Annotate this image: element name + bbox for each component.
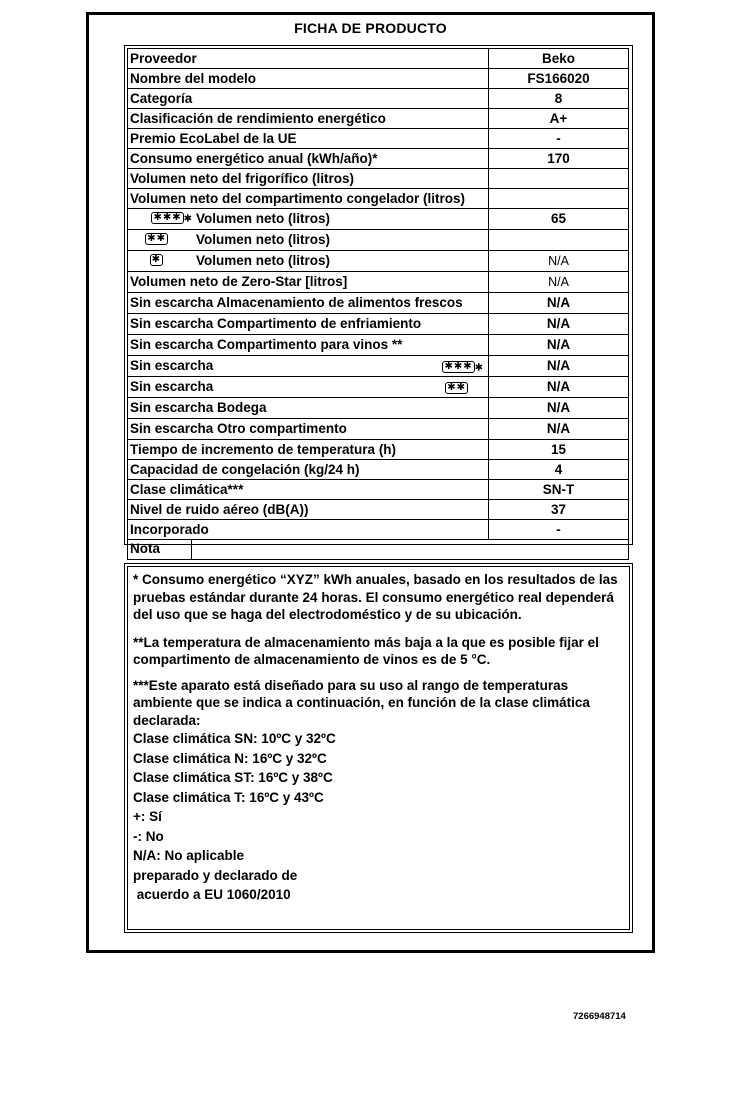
table-row	[128, 209, 629, 230]
row-value: 15	[489, 440, 629, 460]
table-row	[128, 440, 629, 460]
row-value: 37	[489, 500, 629, 520]
row-value	[489, 230, 629, 251]
climate-class-sn: Clase climática SN: 10ºC y 32ºC	[133, 731, 336, 746]
row-label: Volumen neto (litros)	[196, 232, 330, 247]
row-label: Volumen neto (litros)	[196, 253, 330, 268]
row-value: N/A	[489, 398, 629, 419]
row-value: 8	[489, 89, 629, 109]
table-row	[128, 314, 629, 335]
table-row	[128, 109, 629, 129]
row-value: 4	[489, 460, 629, 480]
row-label: Tiempo de incremento de temperatura (h)	[128, 440, 489, 460]
row-label: Volumen neto del frigorífico (litros)	[128, 169, 489, 189]
climate-note: ***Este aparato está diseñado para su uso al rango de temperaturas ambiente que se indica a continuación, en función de la clase climática declarada:	[133, 677, 590, 728]
row-value: N/A	[489, 335, 629, 356]
table-row	[128, 89, 629, 109]
row-label: Sin escarcha Otro compartimento	[128, 419, 489, 440]
table-row	[128, 169, 629, 189]
table-row	[128, 129, 629, 149]
table-row	[128, 398, 629, 419]
spec-table	[127, 48, 629, 560]
row-value: SN-T	[489, 480, 629, 500]
row-label: Clasificación de rendimiento energético	[128, 109, 489, 129]
note-value	[191, 540, 192, 559]
row-value	[489, 169, 629, 189]
row-label: Volumen neto del compartimento congelador (litros)	[128, 189, 489, 209]
row-value: -	[489, 129, 629, 149]
row-value: N/A	[489, 314, 629, 335]
row-value: 65	[489, 209, 629, 230]
one-star-icon: ✱	[151, 254, 161, 266]
table-row	[128, 377, 629, 398]
row-label-cell	[128, 377, 489, 398]
row-value: N/A	[489, 377, 629, 398]
document-code: 7266948714	[573, 1011, 626, 1022]
row-value: 170	[489, 149, 629, 169]
legend-no: -: No	[133, 828, 164, 844]
row-label: Sin escarcha	[130, 379, 214, 394]
sheet-title: FICHA DE PRODUCTO	[294, 20, 447, 36]
row-label: Sin escarcha Almacenamiento de alimentos frescos	[128, 293, 489, 314]
declaration-line-2: acuerdo a EU 1060/2010	[133, 887, 291, 902]
two-star-icon: ✱✱	[447, 382, 466, 394]
row-label: Nombre del modelo	[128, 69, 489, 89]
row-value: N/A	[489, 272, 629, 293]
table-row	[128, 251, 629, 272]
row-label: Proveedor	[128, 49, 489, 69]
table-row	[128, 356, 629, 377]
row-label: Categoría	[128, 89, 489, 109]
row-value: A+	[489, 109, 629, 129]
table-row	[128, 460, 629, 480]
row-value	[489, 189, 629, 209]
row-value: Beko	[489, 49, 629, 69]
climate-class-t: Clase climática T: 16ºC y 43ºC	[133, 789, 324, 805]
table-row	[128, 293, 629, 314]
row-value: N/A	[489, 356, 629, 377]
table-row	[128, 230, 629, 251]
row-label-cell	[128, 230, 489, 251]
row-value: -	[489, 520, 629, 540]
legend-na: N/A: No aplicable	[133, 848, 245, 863]
table-row	[128, 272, 629, 293]
row-label: Capacidad de congelación (kg/24 h)	[128, 460, 489, 480]
notes-panel	[127, 566, 630, 930]
row-label-cell	[128, 356, 489, 377]
row-label: Sin escarcha	[130, 358, 214, 373]
row-label: Sin escarcha Bodega	[128, 398, 489, 419]
row-label: Volumen neto (litros)	[196, 210, 330, 226]
wine-note: **La temperatura de almacenamiento más baja a la que es posible fijar el compartimento de almacenamiento de vinos es de 5 °C.	[133, 634, 599, 667]
row-label-cell	[128, 209, 489, 230]
climate-class-st: Clase climática ST: 16ºC y 38ºC	[133, 770, 333, 785]
product-sheet	[86, 12, 655, 953]
three-star-icon: ✱✱✱ ✱	[444, 361, 483, 374]
table-row	[128, 500, 629, 520]
note-row	[128, 540, 629, 560]
legend-yes: +: Sí	[133, 809, 162, 824]
row-value: FS166020	[489, 69, 629, 89]
row-label: Nota	[130, 541, 160, 556]
row-label: Sin escarcha Compartimento de enfriamiento	[128, 314, 489, 335]
row-label: Sin escarcha Compartimento para vinos **	[128, 335, 489, 356]
table-row	[128, 149, 629, 169]
row-label: Incorporado	[128, 520, 489, 540]
two-star-icon: ✱✱	[147, 233, 166, 245]
row-value: N/A	[489, 419, 629, 440]
table-row	[128, 335, 629, 356]
row-label: Volumen neto de Zero-Star [litros]	[128, 272, 489, 293]
climate-class-n: Clase climática N: 16ºC y 32ºC	[133, 750, 327, 766]
row-value: N/A	[489, 251, 629, 272]
row-label: Clase climática***	[128, 480, 489, 500]
table-row	[128, 69, 629, 89]
row-label-cell	[128, 251, 489, 272]
consumption-note: * Consumo energético “XYZ” kWh anuales, basado en los resultados de las pruebas estándar durante 24 horas. El consumo energético real dependerá del uso que se haga del electrodoméstico y de su ubicación.	[133, 572, 618, 622]
spec-table-frame	[124, 45, 633, 556]
table-row	[128, 520, 629, 540]
table-row	[128, 480, 629, 500]
table-row	[128, 49, 629, 69]
table-row	[128, 419, 629, 440]
row-label: Nivel de ruido aéreo (dB(A))	[128, 500, 489, 520]
three-star-icon: ✱✱✱ ✱	[153, 212, 192, 225]
notes-frame	[124, 563, 633, 933]
table-row	[128, 540, 629, 560]
row-value: N/A	[489, 293, 629, 314]
row-label: Premio EcoLabel de la UE	[128, 129, 489, 149]
table-row	[128, 189, 629, 209]
row-label: Consumo energético anual (kWh/año)*	[128, 149, 489, 169]
declaration-line-1: preparado y declarado de	[133, 867, 298, 883]
